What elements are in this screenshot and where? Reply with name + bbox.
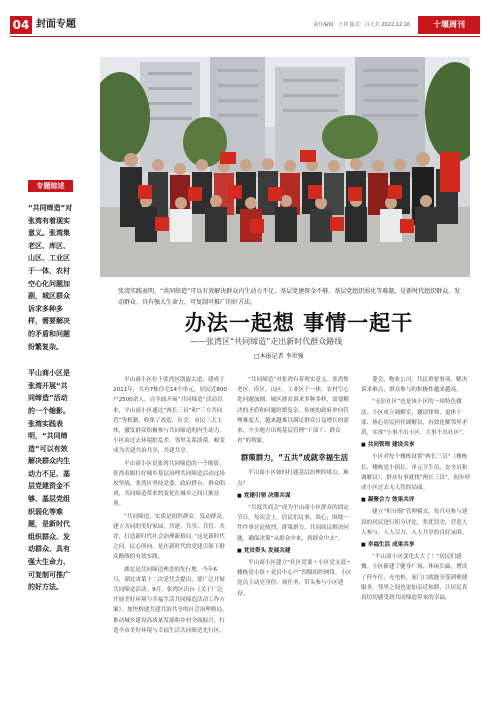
article-title: 办法一起想 事情一起干	[184, 310, 414, 335]
paragraph: 平山商小区如何打通基层治理的堵点、难点？	[237, 470, 349, 487]
subheading: ■ 幸福生活 成果共享	[361, 540, 471, 550]
article-subtitle: ——张湾区“共同缔造”走出新时代群众路线	[190, 337, 343, 346]
paragraph: 委会、物业公司，共议重要事项，解决诉求难点，群众参与的积极性越来越高。	[361, 377, 468, 394]
paragraph: “平山商小区变化太大了！”居民们感慨。小区新建了健身广场、休闲长廊，增设了停车位、充电桩，家门口就能享受到便捷服务，邻里之间也更加亲近和睦，让居民真真切切感受到共同缔造带来的幸福。	[361, 554, 468, 602]
paragraph: “月度共商会”成为平山商小区群众的固定节目。每次会上，居民们议事、谈心，围绕一件件事讨论热烈，群策群力，共同商议解决问题，确保决策“从群众中来、到群众中去”。	[237, 505, 349, 542]
section-title: 封面专题	[36, 19, 76, 30]
paragraph: 平山商小区是张湾共同缔造的一个缩影。张湾着眼打好城乡基层治理共同缔造活动这场攻坚战，张湾区坚持党委、政府搭台，群众唱戏，共同缔造带来的变化在城乡之间日渐显现。	[113, 460, 225, 508]
header-rule	[10, 36, 480, 37]
photo-caption: 张湾实践表明，“共同缔造”可以有效解决群众内生动力不足、基层党建资金不够、基层党组织弱化等难题，是新时代组织群众、发动群众、具有强大生命力、可复制可推广的好方法。	[118, 288, 461, 306]
paragraph: 建立“积分制”管理模式，每月对参与建设的居民进行积分评比，奖优罚劣，营造人人参与、人人尽力、人人共享的良好氛围。	[361, 509, 468, 536]
page-header	[10, 16, 480, 34]
article-column-2	[237, 375, 352, 601]
subheading: ■ 党员带头 发展共建	[237, 546, 352, 556]
paragraph: “共同缔造”对张湾有着现实意义。张湾集老区、库区、山区、工业区于一体，农村空心化问题加剧，城区群众诉求多种多样，需要解决的矛盾和问题纷繁复杂。传统的政府单向管理难度大，越来越难以满足群众日益增长的需求，不少地方出现基层管理“干部干、群众看”的现象。	[237, 377, 349, 445]
sidebar-paragraph: “共同缔造”对张湾有着现实意义。张湾集老区、库区、山区、工业区于一体，农村空心化问题加剧，城区群众诉求多种多样，需要解决的矛盾和问题纷繁复杂。	[28, 204, 73, 351]
brand-logo: 十堰周刊	[418, 16, 480, 34]
group-photo	[100, 57, 470, 277]
subheading: ■ 共同管理 建设共享	[361, 440, 471, 450]
paragraph: 湖北是共同缔造理念的先行地。今年6月，湖北省第十二次党代会提出，要广泛开展共同缔造活动。9月，张湾区出台《关于广泛开展美好环境与幸福生活共同缔造活动工作方案》，加快构建共建共治共享的社会治理格局，推动城乡建设高质量发展和乡村全面振兴，打造全市美好环境与幸福生活共同缔造先行区。	[113, 566, 228, 634]
paragraph: “共同缔造，实质是组织群众、发动群众，建立共同的美好家园，共建、共享、共管、共评，打造新时代社会治理新格局。”这是新时代之问，民心所向，是在新时代的党建引领下群众路线的有效实践。	[113, 513, 228, 561]
sidebar-summary	[28, 180, 73, 594]
page-number: 04	[10, 16, 32, 34]
subheading: ■ 凝聚合力 效果共评	[361, 495, 471, 505]
section-heading: 群策群力，“五共”成就幸福生活	[240, 453, 349, 463]
paragraph: “无讼社区”也是该小区的一项特色做法。小区成立调解室，邀请律师、退休干部、热心居民担任调解员，有效化解邻里矛盾，实现“小事不出小区、大事不出社区”。	[361, 399, 468, 437]
article-column-3	[361, 375, 471, 605]
paragraph: 平山商小区位于张湾区凯旋大道，建成于2011年，共有7栋住宅14个单元，居民近800户2500余人。自全面开展“共同缔造”活动以来，平山商小区通过“两长三员”和“三方共同管”等机制，收集了改造、社会、市民三大主体，激发群众积极参与共同缔造的内生动力。小区由过去环境脏乱差、邻里关系淡漠，蜕变成为共建共治共享，共建共享。	[113, 377, 227, 455]
article-column-1	[113, 375, 228, 638]
subheading: ■ 党建引领 决策共谋	[237, 491, 352, 501]
paragraph: 小区对每个楼栋设置“两长三员”（楼栋长、楼栋党小组长、单元卫生员、安全员和调解员），群众有事就找“两长三员”，初步形成小区过去无人管的局面。	[361, 454, 471, 492]
sidebar-paragraph: 平山商小区是张湾开展“共同缔造”活动的一个缩影。张湾实践表明，“共同缔造”可以有效解决群众内生动力不足、基层党建资金不够、基层党组织弱化等难题，是新时代组织群众、发动群众、具有强大生命力、可复制可推广的好方法。	[28, 369, 70, 592]
editor-meta: 责任编辑：王祥 版式：吕大芳 2022.12.16	[313, 22, 410, 28]
paragraph: 平山商小区建立“社区党委＋小区党支部＋楼栋党小组＋党员中心户”四级组织网络，小区党员主动亮身份、领任务，带头参与小区建设。	[237, 560, 352, 597]
sidebar-tag: 专题综述	[28, 180, 73, 192]
byline: □本报记者 李世强	[254, 353, 304, 360]
